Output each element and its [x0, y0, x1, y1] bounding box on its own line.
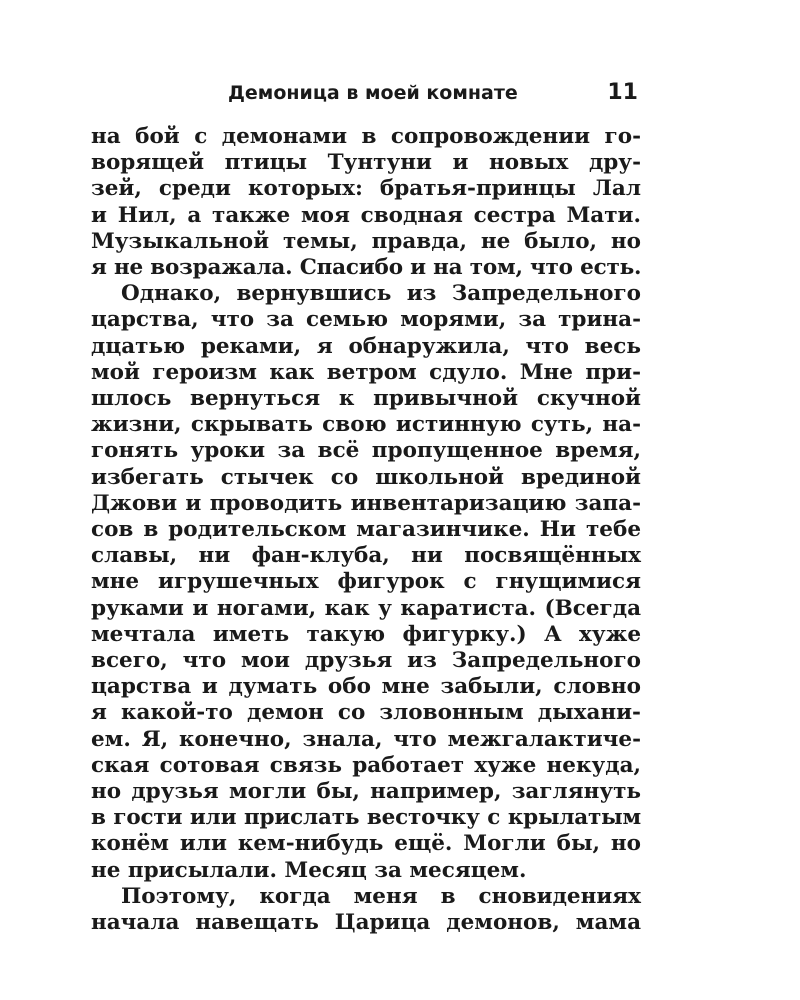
text-line: мой героизм как ветром сдуло. Мне при- — [91, 359, 641, 385]
text-line: Музыкальной темы, правда, не было, но — [91, 228, 641, 254]
text-line: в гости или прислать весточку с крылатым — [91, 805, 641, 831]
text-line: конём или кем-нибудь ещё. Могли бы, но — [91, 831, 641, 857]
body-text — [91, 124, 641, 936]
page-number: 11 — [607, 80, 638, 105]
text-line: на бой с демонами в сопровождении го- — [91, 124, 641, 149]
text-line: я какой-то демон со зловонным дыхани- — [91, 700, 641, 726]
text-line: мне игрушечных фигурок с гнущимися — [91, 569, 641, 595]
text-line: руками и ногами, как у каратиста. (Всегда — [91, 595, 641, 621]
text-line: зей, среди которых: братья-принцы Лал — [91, 176, 641, 202]
text-line: ская сотовая связь работает хуже некуда, — [91, 752, 641, 778]
text-line: царства, что за семью морями, за трина- — [91, 307, 641, 333]
text-line: я не возражала. Спасибо и на том, что есть. — [91, 255, 642, 281]
text-line: сов в родительском магазинчике. Ни тебе — [91, 517, 641, 543]
text-line: всего, что мои друзья из Запредельного — [91, 648, 641, 674]
book-title: Демоница в моей комнате — [228, 82, 518, 104]
text-line: избегать стычек со школьной врединой — [91, 464, 641, 490]
text-line: Однако, вернувшись из Запредельного — [121, 281, 641, 307]
text-line: славы, ни фан-клуба, ни посвящённых — [91, 543, 641, 569]
text-line: Поэтому, когда меня в сновидениях — [121, 883, 641, 909]
running-head — [228, 78, 638, 108]
text-line: Джови и проводить инвентаризацию запа- — [91, 490, 641, 516]
text-line: царства и думать обо мне забыли, словно — [91, 674, 641, 700]
text-line: гонять уроки за всё пропущенное время, — [91, 438, 641, 464]
text-line: и Нил, а также моя сводная сестра Мати. — [91, 202, 641, 228]
text-line: начала навещать Царица демонов, мама — [91, 910, 641, 936]
text-line: ворящей птицы Тунтуни и новых дру- — [91, 150, 641, 176]
text-line: не присылали. Месяц за месяцем. — [91, 857, 527, 883]
text-line: но друзья могли бы, например, заглянуть — [91, 779, 641, 805]
text-line: ем. Я, конечно, знала, что межгалактиче- — [91, 726, 641, 752]
text-line: мечтала иметь такую фигурку.) А хуже — [91, 621, 641, 647]
text-line: дцатью реками, я обнаружила, что весь — [91, 333, 641, 359]
text-line: жизни, скрывать свою истинную суть, на- — [91, 412, 641, 438]
text-line: шлось вернуться к привычной скучной — [91, 386, 641, 412]
